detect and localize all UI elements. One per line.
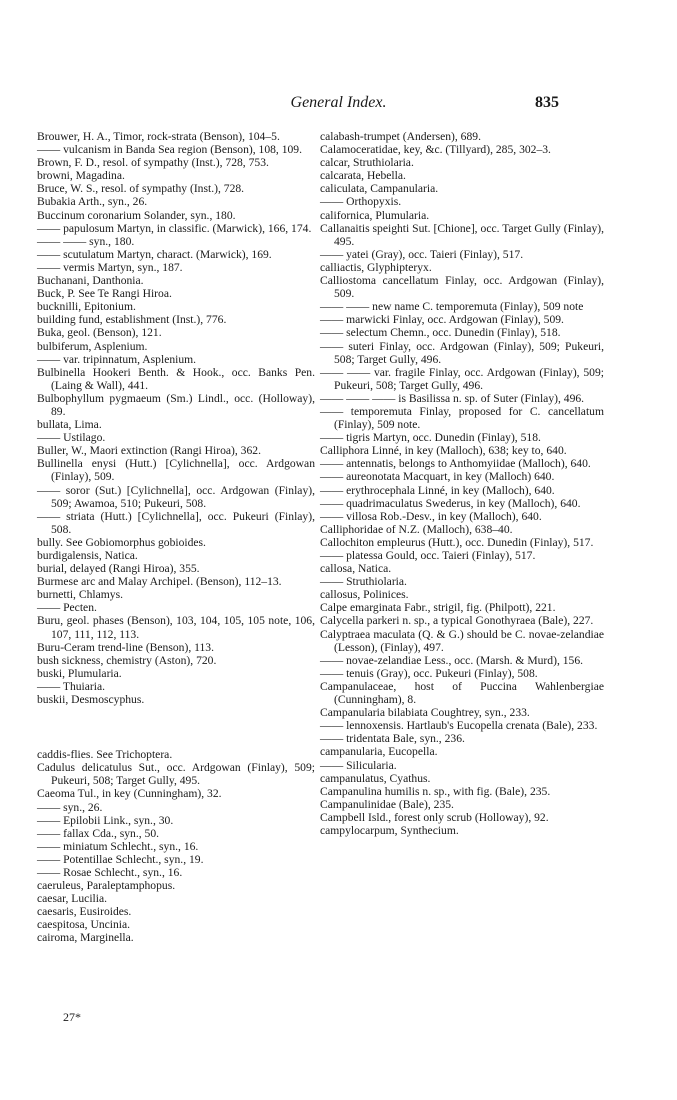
index-entry: —— papulosum Martyn, in classific. (Marwick), 166, 174. <box>37 221 312 235</box>
index-entry: —— Silicularia. <box>320 758 397 772</box>
index-entry: —— suteri Finlay, occ. Ardgowan (Finlay), 509; Pukeuri, 508; Target Gully, 496. <box>320 339 604 366</box>
index-entry: —— Rosae Schlecht., syn., 16. <box>37 865 183 879</box>
index-entry: —— —— var. fragile Finlay, occ. Ardgowan (Finlay), 509; Pukeuri, 508; Target Gully, 496. <box>320 365 604 392</box>
index-entry: Caeoma Tul., in key (Cunningham), 32. <box>37 787 222 801</box>
index-entry: —— fallax Cda., syn., 50. <box>37 826 160 840</box>
index-entry: callosus, Polinices. <box>320 588 409 602</box>
index-entry: —— villosa Rob.-Desv., in key (Malloch), 640. <box>320 509 542 523</box>
index-entry: —— lennoxensis. Hartlaub's Eucopella crenata (Bale), 233. <box>320 719 598 733</box>
page-number: 835 <box>535 94 559 111</box>
index-entry: —— tenuis (Gray), occ. Pukeuri (Finlay), 508. <box>320 666 538 680</box>
index-entry: Bulbophyllum pygmaeum (Sm.) Lindl., occ. (Holloway), 89. <box>37 391 315 418</box>
index-entry: building fund, establishment (Inst.), 776. <box>37 313 227 327</box>
index-column-right <box>320 130 604 837</box>
index-entry: —— var. tripinnatum, Asplenium. <box>37 352 197 366</box>
index-entry: —— erythrocephala Linné, in key (Malloch), 640. <box>320 483 555 497</box>
index-entry: Calyptraea maculata (Q. & G.) should be C. novae-zelandiae (Lesson), (Finlay), 497. <box>320 627 604 654</box>
index-entry: Calliphoridae of N.Z. (Malloch), 638–40. <box>320 522 513 536</box>
index-entry: calcar, Struthiolaria. <box>320 156 414 170</box>
index-entry: caddis-flies. See Trichoptera. <box>37 748 173 762</box>
index-entry: caesar, Lucilia. <box>37 892 108 906</box>
index-entry: Buccinum coronarium Solander, syn., 180. <box>37 208 236 222</box>
index-entry: californica, Plumularia. <box>320 208 430 222</box>
index-entry: Cadulus delicatulus Sut., occ. Ardgowan (Finlay), 509; Pukeuri, 508; Target Gully, 495. <box>37 761 315 788</box>
index-entry: bully. See Gobiomorphus gobioides. <box>37 535 206 549</box>
index-entry: —— Pecten. <box>37 601 97 615</box>
index-entry: —— —— new name C. temporemuta (Finlay), 509 note <box>320 300 584 314</box>
index-entry: Bruce, W. S., resol. of sympathy (Inst.), 728. <box>37 182 245 196</box>
index-entry: caeruleus, Paraleptamphopus. <box>37 879 176 893</box>
index-entry: —— syn., 26. <box>37 800 103 814</box>
index-entry: caliculata, Campanularia. <box>320 182 439 196</box>
index-entry: Buller, W., Maori extinction (Rangi Hiroa), 362. <box>37 444 261 458</box>
index-entry: —— tigris Martyn, occ. Dunedin (Finlay), 518. <box>320 431 541 445</box>
index-entry: —— Thuiaria. <box>37 679 106 693</box>
index-entry: Callanaitis speighti Sut. [Chione], occ. Target Gully (Finlay), 495. <box>320 221 604 248</box>
index-entry: Buka, geol. (Benson), 121. <box>37 326 162 340</box>
index-entry: Bullinella enysi (Hutt.) [Cylichnella], occ. Ardgowan (Finlay), 509. <box>37 457 315 484</box>
index-entry: —— soror (Sut.) [Cylichnella], occ. Ardgowan (Finlay), 509; Awamoa, 510; Pukeuri, 508. <box>37 483 315 510</box>
index-entry: Buchanani, Danthonia. <box>37 274 144 288</box>
index-entry: calabash-trumpet (Andersen), 689. <box>320 130 481 143</box>
index-entry: Campanulina humilis n. sp., with fig. (Bale), 235. <box>320 784 551 798</box>
index-entry: Callochiton empleurus (Hutt.), occ. Dunedin (Finlay), 517. <box>320 535 594 549</box>
index-entry: Buck, P. See Te Rangi Hiroa. <box>37 287 172 301</box>
index-entry: —— quadrimaculatus Swederus, in key (Malloch), 640. <box>320 496 581 510</box>
index-entry: caesaris, Eusiroides. <box>37 905 132 919</box>
index-entry: caespitosa, Uncinia. <box>37 918 131 932</box>
index-entry: browni, Magadina. <box>37 169 125 183</box>
index-entry: —— marwicki Finlay, occ. Ardgowan (Finlay), 509. <box>320 313 564 327</box>
index-entry: campylocarpum, Synthecium. <box>320 823 459 837</box>
index-entry: burial, delayed (Rangi Hiroa), 355. <box>37 562 200 576</box>
index-entry: —— yatei (Gray), occ. Taieri (Finlay), 517. <box>320 247 524 261</box>
index-entry: Calpe emarginata Fabr., strigil, fig. (Philpott), 221. <box>320 601 556 615</box>
index-entry: bulbiferum, Asplenium. <box>37 339 148 353</box>
running-title: General Index. <box>290 94 387 111</box>
index-entry: Calamoceratidae, key, &c. (Tillyard), 285, 302–3. <box>320 143 551 157</box>
index-entry: buskii, Desmoscyphus. <box>37 693 145 707</box>
index-entry: —— temporemuta Finlay, proposed for C. cancellatum (Finlay), 509 note. <box>320 404 604 432</box>
index-entry: campanularia, Eucopella. <box>320 745 438 759</box>
index-entry: bucknilli, Epitonium. <box>37 300 136 314</box>
index-entry: bush sickness, chemistry (Aston), 720. <box>37 653 217 667</box>
index-entry: —— striata (Hutt.) [Cylichnella], occ. Pukeuri (Finlay), 508. <box>37 509 315 536</box>
signature-mark: 27* <box>63 1010 81 1024</box>
index-entry: campanulatus, Cyathus. <box>320 771 431 785</box>
index-entry: buski, Plumularia. <box>37 666 122 680</box>
index-entry: —— novae-zelandiae Less., occ. (Marsh. & Murd), 156. <box>320 653 584 667</box>
index-entry: bullata, Lima. <box>37 418 102 432</box>
index-entry: cairoma, Marginella. <box>37 931 134 945</box>
index-entry: —— miniatum Schlecht., syn., 16. <box>37 839 199 853</box>
index-entry: Brown, F. D., resol. of sympathy (Inst.), 728, 753. <box>37 156 269 170</box>
index-entry: Bubakia Arth., syn., 26. <box>37 195 148 209</box>
index-entry: —— Epilobii Link., syn., 30. <box>37 813 174 827</box>
index-entry: —— —— —— is Basilissa n. sp. of Suter (Finlay), 496. <box>320 391 585 405</box>
index-entry: —— Potentillae Schlecht., syn., 19. <box>37 852 204 866</box>
index-entry: Buru, geol. phases (Benson), 103, 104, 105, 105 note, 106, 107, 111, 112, 113. <box>37 614 315 641</box>
index-entry: Campbell Isld., forest only scrub (Holloway), 92. <box>320 810 549 824</box>
index-entry: —— vulcanism in Banda Sea region (Benson), 108, 109. <box>37 143 303 157</box>
index-entry: —— antennatis, belongs to Anthomyiidae (Malloch), 640. <box>320 457 591 471</box>
index-entry: —— Struthiolaria. <box>320 575 407 589</box>
section-gap <box>37 706 315 748</box>
index-entry: burdigalensis, Natica. <box>37 549 138 562</box>
index-entry: Campanulaceae, host of Puccina Wahlenbergiae (Cunningham), 8. <box>320 679 604 707</box>
index-entry: —— selectum Chemn., occ. Dunedin (Finlay), 518. <box>320 326 561 340</box>
index-entry: Brouwer, H. A., Timor, rock-strata (Benson), 104–5. <box>37 130 280 143</box>
index-entry: —— tridentata Bale, syn., 236. <box>320 732 465 746</box>
index-entry: Calliostoma cancellatum Finlay, occ. Ardgowan (Finlay), 509. <box>320 274 604 301</box>
index-entry: burnetti, Chlamys. <box>37 588 123 602</box>
index-entry: —— vermis Martyn, syn., 187. <box>37 260 183 274</box>
index-entry: —— scutulatum Martyn, charact. (Marwick), 169. <box>37 247 272 261</box>
index-entry: callosa, Natica. <box>320 562 392 576</box>
index-column-left <box>37 130 315 945</box>
index-entry: —— Ustilago. <box>37 431 106 445</box>
index-entry: Calliphora Linné, in key (Malloch), 638; key to, 640. <box>320 444 567 458</box>
index-entry: —— —— syn., 180. <box>37 234 135 248</box>
index-entry: calliactis, Glyphipteryx. <box>320 260 432 274</box>
index-entry: Buru-Ceram trend-line (Benson), 113. <box>37 640 214 654</box>
index-entry: Bulbinella Hookeri Benth. & Hook., occ. Banks Pen. (Laing & Wall), 441. <box>37 365 315 392</box>
page-header <box>0 94 677 114</box>
index-entry: calcarata, Hebella. <box>320 169 406 183</box>
index-entry: Calycella parkeri n. sp., a typical Gonothyraea (Bale), 227. <box>320 614 594 628</box>
index-entry: —— aureonotata Macquart, in key (Malloch) 640. <box>320 470 555 484</box>
index-entry: —— platessa Gould, occ. Taieri (Finlay), 517. <box>320 549 536 562</box>
index-entry: —— Orthopyxis. <box>320 195 402 209</box>
index-entry: Campanularia bilabiata Coughtrey, syn., 233. <box>320 706 530 720</box>
index-entry: Burmese arc and Malay Archipel. (Benson), 112–13. <box>37 575 282 589</box>
index-entry: Campanulinidae (Bale), 235. <box>320 797 454 811</box>
